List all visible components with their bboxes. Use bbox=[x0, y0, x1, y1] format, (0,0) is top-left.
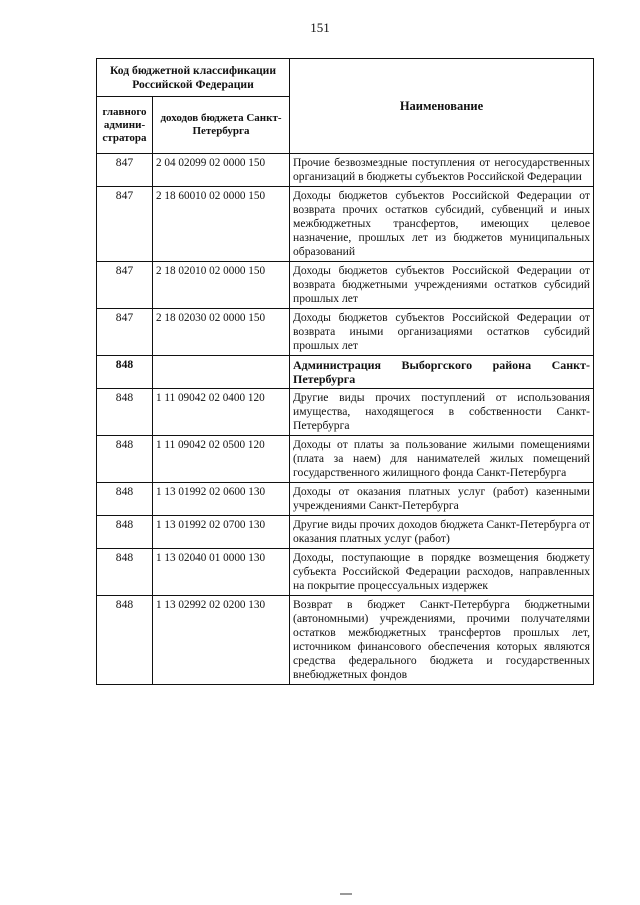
name-cell: Доходы бюджетов субъектов Российской Федерации от возврата прочих остатков субсидий, субвенций и иных межбюджетных трансфертов, имеющих целевое назначение, прошлых лет из бюджетов муниципальных образований bbox=[290, 187, 594, 262]
admin-code-cell: 847 bbox=[97, 262, 153, 309]
admin-code-cell: 848 bbox=[97, 516, 153, 549]
admin-code-cell: 847 bbox=[97, 187, 153, 262]
table-body bbox=[97, 154, 594, 685]
name-cell: Доходы от платы за пользование жилыми помещениями (плата за наем) для нанимателей жилых помещений государственного жилищного фонда Санкт-Петербурга bbox=[290, 436, 594, 483]
income-code-cell: 2 04 02099 02 0000 150 bbox=[153, 154, 290, 187]
income-code-cell: 1 13 01992 02 0600 130 bbox=[153, 483, 290, 516]
admin-code-cell: 848 bbox=[97, 483, 153, 516]
admin-code-cell: 848 bbox=[97, 389, 153, 436]
income-code-cell: 1 11 09042 02 0500 120 bbox=[153, 436, 290, 483]
header-admin: главного админи-стратора bbox=[97, 97, 153, 154]
table-row bbox=[97, 309, 594, 356]
admin-code-cell: 848 bbox=[97, 596, 153, 685]
page-number: 151 bbox=[310, 20, 330, 35]
header-name: Наименование bbox=[290, 59, 594, 154]
table-header-row-1 bbox=[97, 59, 594, 97]
income-code-cell: 2 18 60010 02 0000 150 bbox=[153, 187, 290, 262]
name-cell: Администрация Выборгского района Санкт-Петербурга bbox=[290, 356, 594, 389]
name-cell: Доходы бюджетов субъектов Российской Федерации от возврата иными организациями остатков субсидий прошлых лет bbox=[290, 309, 594, 356]
income-code-cell: 1 13 01992 02 0700 130 bbox=[153, 516, 290, 549]
name-cell: Доходы бюджетов субъектов Российской Федерации от возврата бюджетными учреждениями остатков субсидий прошлых лет bbox=[290, 262, 594, 309]
income-code-cell: 1 13 02992 02 0200 130 bbox=[153, 596, 290, 685]
admin-code-cell: 848 bbox=[97, 436, 153, 483]
table-row bbox=[97, 549, 594, 596]
name-cell: Доходы от оказания платных услуг (работ) казенными учреждениями Санкт-Петербурга bbox=[290, 483, 594, 516]
table-row bbox=[97, 187, 594, 262]
admin-code-cell: 848 bbox=[97, 356, 153, 389]
admin-code-cell: 847 bbox=[97, 309, 153, 356]
table-row bbox=[97, 389, 594, 436]
header-income: доходов бюджета Санкт-Петербурга bbox=[153, 97, 290, 154]
income-code-cell: 2 18 02010 02 0000 150 bbox=[153, 262, 290, 309]
name-cell: Возврат в бюджет Санкт-Петербурга бюджетными (автономными) учреждениями, прочими получателями остатков межбюджетных трансфертов прошлых лет, источником финансового обеспечения которых являются средства федерального бюджета и государственных внебюджетных фондов bbox=[290, 596, 594, 685]
income-code-cell: 1 11 09042 02 0400 120 bbox=[153, 389, 290, 436]
table-row bbox=[97, 356, 594, 389]
name-cell: Другие виды прочих доходов бюджета Санкт-Петербурга от оказания платных услуг (работ) bbox=[290, 516, 594, 549]
name-cell: Доходы, поступающие в порядке возмещения бюджету субъекта Российской Федерации расходов, направленных на покрытие процессуальных издержек bbox=[290, 549, 594, 596]
budget-classification-table bbox=[96, 58, 594, 685]
table-row bbox=[97, 516, 594, 549]
table-row bbox=[97, 436, 594, 483]
income-code-cell: 1 13 02040 01 0000 130 bbox=[153, 549, 290, 596]
income-code-cell: 2 18 02030 02 0000 150 bbox=[153, 309, 290, 356]
table-row bbox=[97, 483, 594, 516]
name-cell: Другие виды прочих поступлений от использования имущества, находящегося в собственности Санкт-Петербурга bbox=[290, 389, 594, 436]
table-row bbox=[97, 154, 594, 187]
scan-artifact-mark bbox=[340, 893, 352, 895]
name-cell: Прочие безвозмездные поступления от негосударственных организаций в бюджеты субъектов Российской Федерации bbox=[290, 154, 594, 187]
income-code-cell bbox=[153, 356, 290, 389]
table-row bbox=[97, 596, 594, 685]
admin-code-cell: 847 bbox=[97, 154, 153, 187]
header-code-group: Код бюджетной классификации Российской Федерации bbox=[97, 59, 290, 97]
table-row bbox=[97, 262, 594, 309]
admin-code-cell: 848 bbox=[97, 549, 153, 596]
